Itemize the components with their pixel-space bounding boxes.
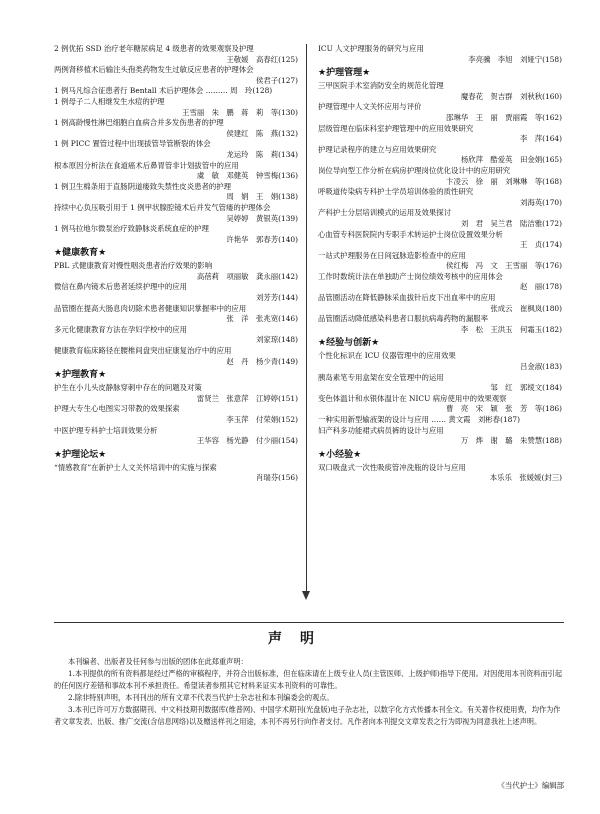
toc-entry-title: 多元化健康教育方法在孕妇学校中的应用 bbox=[54, 324, 188, 334]
toc-entry-title: 个性化标识在 ICU 仪器管理中的应用效果 bbox=[318, 351, 456, 361]
toc-entry-authors: 高蓓莉 项丽敏 龚永丽(142) bbox=[196, 271, 298, 281]
toc-entry-authors: 卞凌云 徐 丽 刘琳琳 等(168) bbox=[446, 176, 562, 186]
toc-entry-authors: 龙运玲 陈 莉(134) bbox=[226, 149, 298, 159]
declaration-paragraph: 3.本刊已许可万方数据期刊、中文科技期刊数据库(维普网)、中国学术期刊(光盘版)电子杂志社，以数字化方式传播本刊全文。有关著作权使用费，均作为作者文章发表、出版、推广交流(含信息网络)以及赠送样刊之用途，本刊不再另行向作者支付。凡作者向本刊提交文章发表之行为即视为同意我社上述声明。 bbox=[54, 705, 561, 726]
declaration-paragraph: 本刊编者、出版者及任何参与出版的团体在此郑重声明： bbox=[68, 657, 248, 666]
toc-entry-authors: 王雪丽 朱 鹏 蒋 莉 等(130) bbox=[182, 107, 298, 117]
toc-entry-authors: 刘芳芳(144) bbox=[255, 293, 298, 303]
toc-entry[interactable] bbox=[318, 230, 562, 251]
toc-entry[interactable] bbox=[54, 426, 298, 447]
toc-entry-authors: 赵 丹 杨少青(149) bbox=[226, 356, 298, 366]
toc-entry-title: 胰岛素笔专用盒架在安全管理中的运用 bbox=[318, 372, 444, 382]
toc-entry[interactable] bbox=[318, 102, 562, 123]
declaration-paragraph: 2.除非特别声明，本刊刊出的所有文章不代表当代护士杂志社和本刊编委会的观点。 bbox=[68, 693, 334, 702]
toc-entry[interactable] bbox=[54, 86, 298, 97]
toc-entry-title: 持续中心负压吸引用于 1 例甲状腺腔镜术后并发气管瘘的护理体会 bbox=[54, 202, 271, 212]
toc-entry[interactable] bbox=[54, 182, 298, 203]
toc-entry-title: 1 例 PICC 置管过程中出现拔管导管断裂的体会 bbox=[54, 139, 211, 149]
toc-entry-title: 健康教育临床路径在腰椎间盘突出症康复治疗中的应用 bbox=[54, 346, 232, 356]
down-arrow-icon bbox=[302, 591, 310, 600]
toc-entry-authors: 曹 亮 宋 颖 张 芳 等(186) bbox=[446, 404, 562, 414]
toc-entry-authors: 李玉萍 付荣娟(152) bbox=[226, 415, 298, 424]
toc-entry-authors: 邵琳华 王 丽 贾丽霞 等(162) bbox=[446, 112, 562, 122]
toc-entry-authors: 侯君子(127) bbox=[255, 75, 298, 85]
toc-entry[interactable] bbox=[318, 426, 562, 447]
column-divider-line bbox=[306, 44, 307, 596]
toc-entry[interactable] bbox=[54, 404, 298, 425]
toc-entry[interactable] bbox=[54, 44, 298, 65]
toc-entry-authors: 本乐乐 张媛媛(封三) bbox=[489, 473, 562, 483]
toc-entry[interactable] bbox=[318, 463, 562, 484]
toc-entry[interactable] bbox=[318, 208, 562, 229]
toc-entry[interactable] bbox=[54, 224, 298, 245]
toc-entry-authors: 肖瑞芬(156) bbox=[255, 473, 298, 483]
toc-section-heading: ★经验与创新★ bbox=[318, 338, 380, 349]
toc-section-heading: ★小经验★ bbox=[318, 449, 362, 460]
toc-entry-authors: 赵 丽(178) bbox=[519, 282, 562, 292]
toc-section-heading: ★护理教育★ bbox=[54, 370, 107, 381]
toc-entry[interactable] bbox=[318, 415, 562, 426]
toc-entry-authors: 张 洋 张兆宽(146) bbox=[226, 314, 298, 324]
toc-entry-title: 中医护理专科护士培训效果分析 bbox=[54, 425, 158, 435]
toc-section-heading: ★健康教育★ bbox=[54, 248, 107, 259]
toc-entry-authors: 虞 敏 邓健英 钟雪梅(136) bbox=[196, 171, 298, 181]
toc-entry-title: 护理大专生心电图实习带教的效果探索 bbox=[54, 404, 180, 414]
toc-entry[interactable] bbox=[54, 383, 298, 404]
toc-entry[interactable] bbox=[54, 346, 298, 367]
toc-entry-title: 护理管理中人文关怀应用与评价 bbox=[318, 102, 422, 112]
toc-entry[interactable] bbox=[318, 394, 562, 415]
toc-entry[interactable] bbox=[54, 261, 298, 282]
toc-entry-title: 双口吸盘式一次性吸痰管冲洗瓶的设计与应用 bbox=[318, 462, 466, 472]
toc-entry-authors: 刘 君 吴兰君 陆洁雅(172) bbox=[460, 218, 562, 228]
toc-entry-title: 妇产科多功能裙式病员裤的设计与应用 bbox=[318, 425, 444, 435]
toc-entry[interactable] bbox=[318, 187, 562, 208]
toc-entry-authors: 刘家琼(148) bbox=[255, 335, 298, 345]
toc-entry-title: 根本原因分析法在食道癌术后鼻胃管非计划拔管中的应用 bbox=[54, 160, 239, 170]
toc-entry-title: 岗位导向型工作分析在病房护理岗位优化设计中的应用研究 bbox=[318, 165, 511, 175]
toc-entry[interactable] bbox=[318, 81, 562, 102]
toc-entry-title: 微信在鼻内镜术后患者延续护理中的应用 bbox=[54, 282, 188, 292]
toc-entry[interactable] bbox=[318, 251, 562, 272]
toc-entry-authors: 吕金淑(183) bbox=[519, 362, 562, 372]
toc-entry-authors: 许艳华 郭春芳(140) bbox=[226, 234, 298, 244]
toc-entry-title: ICU 人文护理服务的研究与应用 bbox=[318, 44, 424, 53]
toc-entry[interactable] bbox=[318, 124, 562, 145]
toc-entry-authors: 雷贤兰 张意萍 江婷婷(151) bbox=[196, 393, 298, 403]
toc-entry-authors: 吴婷婷 黄银英(139) bbox=[226, 213, 298, 223]
declaration-paragraph: 1.本刊提供的所有资料都是经过严格的审稿程序，并符合出版标准，但在临床请在上级专业人员(主管医师、上级护师)指导下使用。对因使用本刊资料而引起的任何医疗差错和事故本刊不承担责任。希望读者参照其它材料来证实本刊资料的可靠性。 bbox=[54, 669, 563, 690]
toc-entry-title: 2 例优拓 SSD 治疗老年糖尿病足 4 级患者的效果观察及护理 bbox=[54, 44, 254, 53]
toc-entry-authors: 周 娟 王 娟(138) bbox=[226, 192, 298, 202]
toc-entry-authors: 王敬媛 高春红(125) bbox=[226, 54, 298, 64]
toc-entry-authors: 魔春花 贺吉群 刘秋秋(160) bbox=[460, 91, 562, 101]
toc-entry[interactable] bbox=[54, 118, 298, 139]
declaration-body bbox=[54, 656, 564, 728]
toc-entry-authors: 张成云 崔枫岚(180) bbox=[490, 303, 562, 313]
toc-entry-title: 1 例母子二人相继发生水痘的护理 bbox=[54, 96, 165, 106]
toc-entry-title: 工作时数统计法在单独助产士岗位绩效考核中的应用体会 bbox=[318, 271, 503, 281]
toc-section-heading: ★护理管理★ bbox=[318, 68, 371, 79]
toc-entry-title: “情感教育”在新护士人文关怀培训中的实施与探索 bbox=[54, 462, 217, 472]
toc-left-column bbox=[54, 44, 298, 484]
toc-entry-authors: 王 贞(174) bbox=[519, 240, 562, 250]
toc-entry-title: 层级管理在临床科室护理管理中的应用效果研究 bbox=[318, 123, 474, 133]
toc-entry[interactable] bbox=[54, 325, 298, 346]
toc-entry[interactable] bbox=[318, 314, 562, 335]
declaration-signature: 《当代护士》编辑部 bbox=[497, 781, 564, 790]
declaration-title: 声明 bbox=[268, 631, 332, 647]
toc-entry-authors: 侯建红 陈 燕(132) bbox=[226, 128, 298, 138]
toc-entry-authors: 万 烨 谢 璐 朱赞慧(188) bbox=[460, 436, 562, 446]
toc-entry-authors: 侯红梅 冯 文 王雪丽 等(176) bbox=[446, 261, 562, 271]
toc-entry[interactable] bbox=[54, 304, 298, 325]
toc-entry-title: 护理记录程序的建立与应用效果研究 bbox=[318, 144, 437, 154]
toc-entry-authors: 杨欣萍 酷爱英 田金娟(165) bbox=[460, 155, 562, 165]
toc-entry-title: 1 例高龄慢性淋巴细胞白血病合并多发伤患者的护理 bbox=[54, 118, 224, 128]
toc-entry-title: 变色体温计和水银体温计在 NICU 病房使用中的效果观察 bbox=[318, 393, 507, 403]
toc-entry-title: 1 例卫生棉条用于直肠阴道瘘致失禁性皮炎患者的护理 bbox=[54, 181, 232, 191]
toc-entry[interactable] bbox=[54, 97, 298, 118]
toc-entry-title: 两例肾移植术后输注头孢类药物发生过敏反应患者的护理体会 bbox=[54, 65, 254, 75]
toc-section-heading: ★护理论坛★ bbox=[54, 449, 107, 460]
toc-entry-title: 品管圈活动在降低静脉采血拔针后皮下出血率中的应用 bbox=[318, 293, 496, 303]
toc-entry[interactable] bbox=[54, 203, 298, 224]
toc-entry[interactable] bbox=[318, 351, 562, 372]
toc-entry-title: 1 例马拉地尔微泵治疗致静脉炎系统血症的护理 bbox=[54, 224, 209, 234]
section-divider bbox=[54, 622, 564, 623]
toc-entry[interactable] bbox=[318, 145, 562, 166]
toc-entry-authors: 李 萍(164) bbox=[519, 134, 562, 144]
toc-entry-title: 一种实用新型输液架的设计与应用 …… 黄文霞 刘彬春(187) bbox=[318, 415, 520, 424]
toc-entry[interactable] bbox=[54, 161, 298, 182]
toc-entry-title: 品管圈活动降低感染科患者口服抗病毒药物的漏服率 bbox=[318, 314, 488, 324]
table-of-contents bbox=[54, 44, 574, 604]
toc-entry[interactable] bbox=[54, 139, 298, 160]
toc-entry-title: 护生在小儿头皮静脉穿刺中存在的问题及对策 bbox=[54, 383, 202, 393]
toc-entry-title: 品管圈在提高大肠息肉切除术患者健康知识掌握率中的应用 bbox=[54, 303, 247, 313]
toc-entry-title: 一站式护理服务在日间冠脉造影检查中的应用 bbox=[318, 250, 466, 260]
toc-entry[interactable] bbox=[318, 166, 562, 187]
toc-entry-authors: 邹 红 郭绫文(184) bbox=[490, 383, 562, 393]
toc-entry-title: 心血管专科医院院内专职手术转运护士岗位设置效果分析 bbox=[318, 229, 503, 239]
toc-right-column bbox=[318, 44, 562, 484]
toc-entry-title: 1 例马凡综合征患者行 Bentall 术后护理体会 ……… 周 玲(128) bbox=[54, 86, 273, 96]
toc-entry[interactable] bbox=[54, 282, 298, 303]
toc-entry[interactable] bbox=[318, 373, 562, 394]
toc-entry-authors: 李亮骥 李旭 刘娅宁(158) bbox=[468, 54, 562, 64]
toc-entry[interactable] bbox=[318, 293, 562, 314]
toc-entry-title: 呼吸道传染病专科护士学员培训体验的质性研究 bbox=[318, 187, 474, 197]
toc-entry-authors: 刘海英(170) bbox=[519, 197, 562, 207]
toc-entry[interactable] bbox=[54, 65, 298, 86]
toc-entry-title: 三甲医院手术室消防安全的规范化管理 bbox=[318, 81, 444, 91]
toc-entry-title: PBL 式健康教育对慢性咽炎患者治疗效果的影响 bbox=[54, 261, 213, 271]
toc-entry-title: 产科护士分层培训模式的运用及效果探讨 bbox=[318, 208, 452, 218]
toc-entry-authors: 李 松 王洪玉 何霜玉(182) bbox=[460, 324, 562, 334]
toc-entry[interactable] bbox=[318, 44, 562, 65]
toc-entry[interactable] bbox=[54, 463, 298, 484]
toc-entry[interactable] bbox=[318, 272, 562, 293]
toc-entry-authors: 王华容 杨光静 付少丽(154) bbox=[196, 436, 298, 446]
